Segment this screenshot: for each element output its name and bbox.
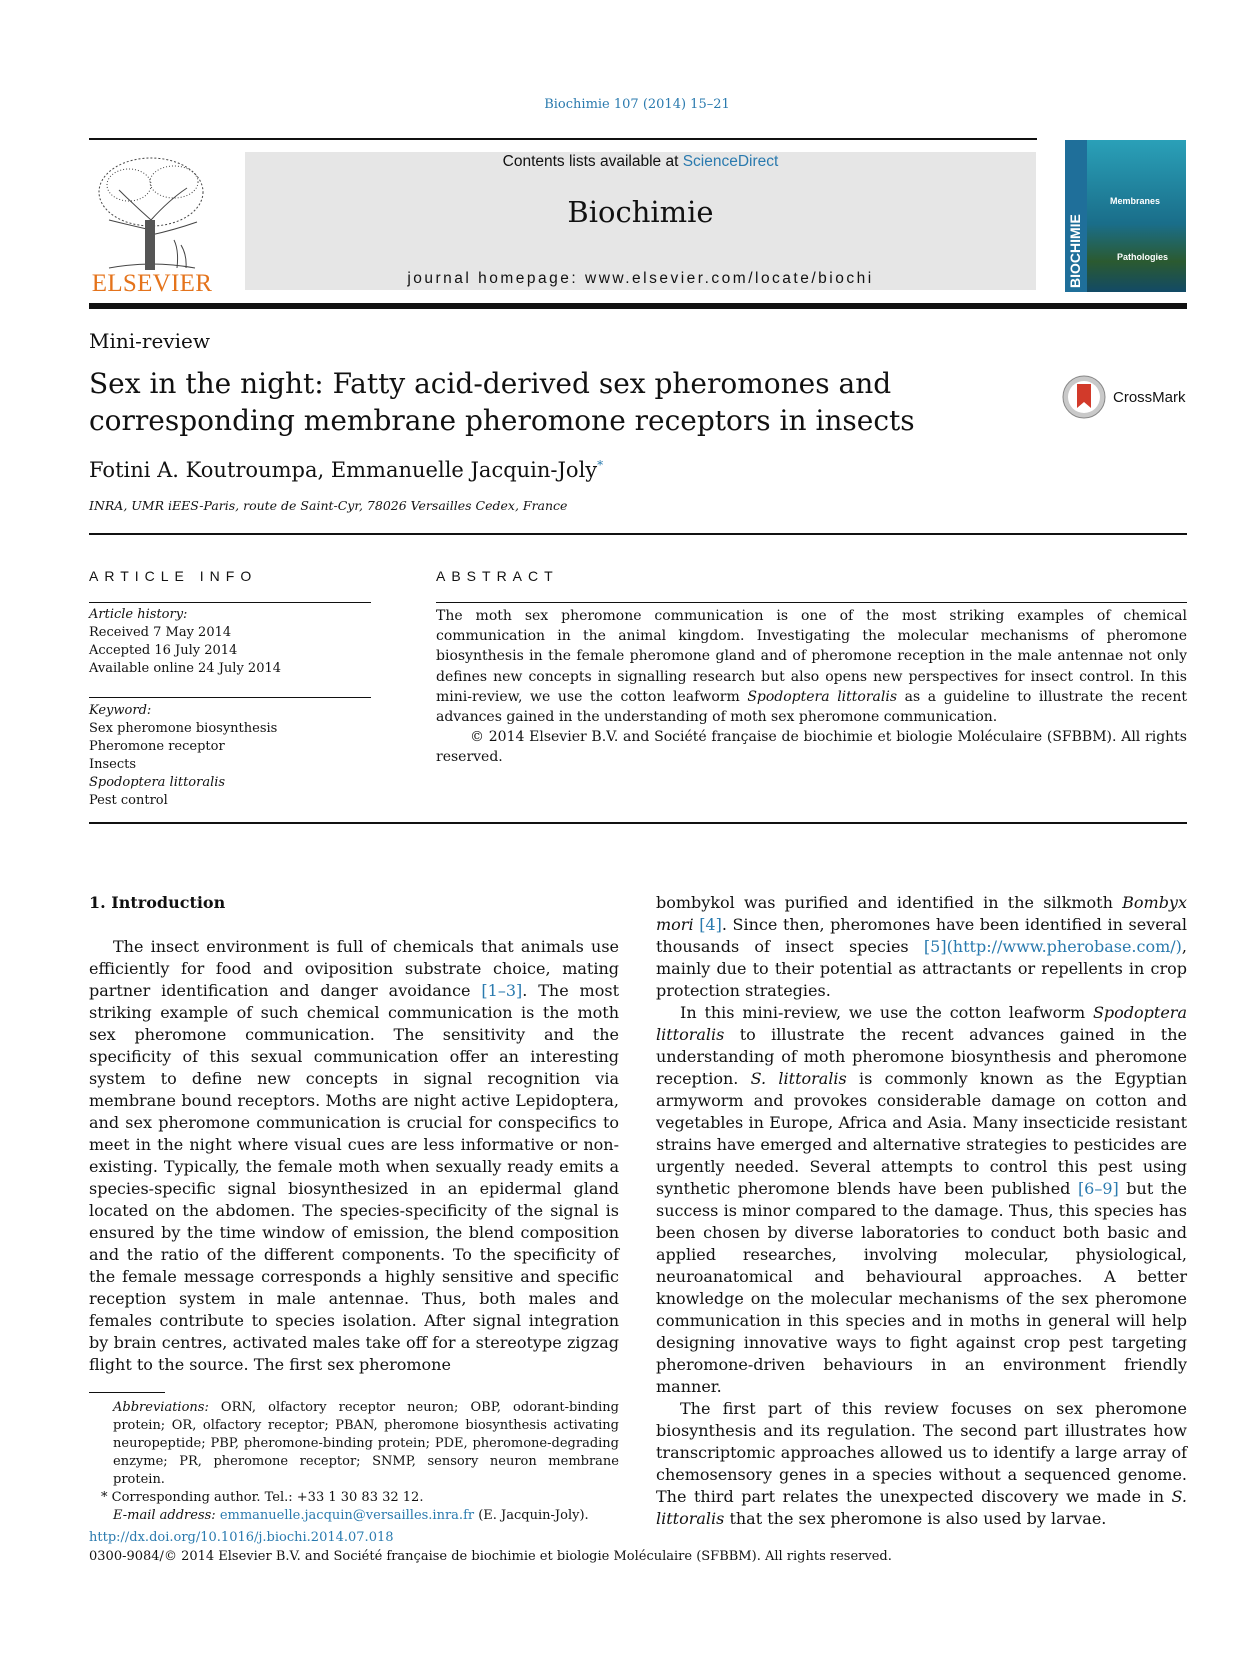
article-info-rule bbox=[89, 602, 371, 603]
keyword-item: Sex pheromone biosynthesis bbox=[89, 721, 278, 736]
keyword-item: Pest control bbox=[89, 793, 168, 808]
abstract-heading: ABSTRACT bbox=[436, 568, 559, 584]
abstract-paragraph bbox=[436, 606, 1187, 727]
crossmark-label[interactable]: CrossMark bbox=[1113, 389, 1186, 406]
keyword-item: Insects bbox=[89, 757, 137, 772]
body-rule bbox=[89, 822, 1187, 824]
received-date: Received 7 May 2014 bbox=[89, 625, 232, 640]
cover-text-membranes: Membranes bbox=[1110, 196, 1161, 206]
species-name: Spodoptera littoralis bbox=[656, 1003, 1187, 1044]
intro-text: . Since then, pheromones have been identified in several thousands of insect species bbox=[656, 915, 1188, 956]
crossmark-icon[interactable] bbox=[1061, 374, 1107, 420]
online-date: Available online 24 July 2014 bbox=[89, 661, 282, 676]
contents-prefix: Contents lists available at bbox=[502, 153, 683, 170]
body-column-left bbox=[89, 936, 619, 1376]
email-link[interactable]: emmanuelle.jacquin@versailles.inra.fr bbox=[219, 1508, 475, 1523]
publisher-logo-text: ELSEVIER bbox=[91, 270, 213, 297]
corresponding-author-mark[interactable]: * bbox=[597, 458, 604, 472]
header-rule bbox=[89, 138, 1037, 140]
author-list bbox=[89, 458, 603, 482]
abbreviations-footnote bbox=[89, 1399, 619, 1489]
intro-paragraph bbox=[656, 1002, 1187, 1398]
citation-link[interactable]: [4] bbox=[699, 915, 722, 934]
abstract-species: Spodoptera littoralis bbox=[747, 688, 898, 705]
species-name: S. littoralis bbox=[656, 1487, 1187, 1528]
journal-homepage[interactable]: journal homepage: www.elsevier.com/locate/biochi bbox=[407, 270, 874, 287]
citation-link[interactable]: [5] bbox=[923, 937, 947, 956]
species-name: Bombyx mori bbox=[656, 893, 1187, 934]
abstract-rule bbox=[436, 602, 1187, 603]
keyword-item: Pheromone receptor bbox=[89, 739, 225, 754]
affiliation: INRA, UMR iEES-Paris, route de Saint-Cyr, 78026 Versailles Cedex, France bbox=[89, 498, 568, 513]
contents-available bbox=[245, 153, 1036, 171]
section-heading-introduction: 1. Introduction bbox=[89, 893, 226, 912]
pherobase-link[interactable]: (http://www.pherobase.com/) bbox=[946, 937, 1182, 956]
abbreviations-label: Abbreviations: bbox=[113, 1400, 209, 1415]
email-footnote bbox=[89, 1507, 619, 1525]
article-history bbox=[89, 606, 281, 678]
title-line-2: corresponding membrane pheromone receptors in insects bbox=[89, 404, 915, 437]
cover-journal-name: BIOCHIMIE bbox=[1067, 214, 1083, 288]
intro-text: The first part of this review focuses on sex pheromone biosynthesis and its regulation. The second part illustrates how transcriptomic approaches allowed us to identify a large array of chemosensory genes in a species without a sequenced genome. The third part relates the unexpected discovery we made in bbox=[656, 1399, 1187, 1506]
intro-text: , mainly due to their potential as attractants or repellents in crop protection strategies. bbox=[656, 937, 1187, 1000]
footnote-rule bbox=[89, 1392, 165, 1393]
header-thick-rule bbox=[89, 303, 1187, 309]
sciencedirect-link[interactable]: ScienceDirect bbox=[682, 153, 779, 170]
doi-link[interactable]: http://dx.doi.org/10.1016/j.biochi.2014.07.018 bbox=[89, 1530, 394, 1545]
keyword-rule bbox=[89, 697, 371, 698]
abstract-text-b: as a guideline to illustrate the recent advances gained in the understanding of moth sex pheromone communication. bbox=[436, 688, 1187, 726]
abbreviations-text: ORN, olfactory receptor neuron; OBP, odorant-binding protein; OR, olfactory receptor; PBAN, pheromone biosynthesis activating neuropeptide; PBP, pheromone-binding protein; PDE, pheromone-degrading enzyme; PR, pheromone receptor; SNMP, sensory neuron membrane protein. bbox=[113, 1400, 619, 1487]
intro-text: that the sex pheromone is also used by larvae. bbox=[724, 1509, 1107, 1528]
species-name: S. littoralis bbox=[750, 1069, 847, 1088]
keyword-label: Keyword: bbox=[89, 703, 152, 718]
article-info-heading: ARTICLE INFO bbox=[89, 568, 258, 584]
keyword-item: Spodoptera littoralis bbox=[89, 775, 226, 790]
abstract-text bbox=[436, 606, 1187, 768]
body-column-right bbox=[656, 892, 1187, 1530]
info-rule bbox=[89, 533, 1187, 535]
cover-text-pathologies: Pathologies bbox=[1117, 252, 1169, 262]
intro-paragraph bbox=[656, 1398, 1187, 1530]
authors-text: Fotini A. Koutroumpa, Emmanuelle Jacquin-Joly bbox=[89, 458, 598, 482]
history-label: Article history: bbox=[89, 607, 188, 622]
footnotes bbox=[89, 1399, 619, 1525]
intro-paragraph bbox=[656, 892, 1187, 1002]
article-title bbox=[89, 365, 989, 439]
accepted-date: Accepted 16 July 2014 bbox=[89, 643, 238, 658]
issn-copyright: 0300-9084/© 2014 Elsevier B.V. and Société française de biochimie et biologie Moléculaire (SFBBM). All rights reserved. bbox=[89, 1549, 892, 1564]
intro-text: is commonly known as the Egyptian armyworm and provokes considerable damage on cotton and vegetables in Europe, Africa and Asia. Many insecticide resistant strains have emerged and alternative strategies to pesticides are urgently needed. Several attempts to control this pest using synthetic pheromone blends have been published bbox=[656, 1069, 1187, 1198]
intro-text: The insect environment is full of chemicals that animals use efficiently for food and oviposition substrate choice, mating partner identification and danger avoidance bbox=[89, 937, 619, 1000]
journal-reference-link[interactable]: Biochimie 107 (2014) 15–21 bbox=[544, 97, 730, 112]
keyword-list bbox=[89, 702, 277, 810]
intro-text: bombykol was purified and identified in the silkmoth bbox=[656, 893, 1123, 912]
email-suffix: (E. Jacquin-Joly). bbox=[474, 1508, 589, 1523]
abstract-text-a: The moth sex pheromone communication is one of the most striking examples of chemical communication in the animal kingdom. Investigating the molecular mechanisms of pheromone biosynthesis in the female pheromone gland and of pheromone reception in the male antennae not only defines new concepts in signalling research but also opens new perspectives for insect control. In this mini-review, we use the cotton leafworm bbox=[436, 608, 1187, 705]
intro-paragraph bbox=[89, 936, 619, 1376]
article-type: Mini-review bbox=[89, 329, 210, 353]
title-line-1: Sex in the night: Fatty acid-derived sex pheromones and bbox=[89, 367, 892, 400]
citation-link[interactable]: [1–3] bbox=[481, 981, 523, 1000]
intro-text: to illustrate the recent advances gained in the understanding of moth pheromone biosynthesis and pheromone reception. bbox=[656, 1025, 1187, 1088]
journal-cover-image bbox=[1065, 140, 1186, 292]
abstract-copyright: © 2014 Elsevier B.V. and Société française de biochimie et biologie Moléculaire (SFBBM). All rights reserved. bbox=[436, 729, 1187, 766]
citation-link[interactable]: [6–9] bbox=[1077, 1179, 1119, 1198]
intro-text: but the success is minor compared to the damage. Thus, this species has been chosen by diverse laboratories to conduct both basic and applied researches, involving molecular, physiological, neuroanatomical and behavioural approaches. A better knowledge on the molecular mechanisms of the sex pheromone communication in this species and in moths in general will help designing innovative ways to fight against crop pest targeting pheromone-driven behaviours in an environment friendly manner. bbox=[656, 1179, 1187, 1396]
intro-text: In this mini-review, we use the cotton leafworm bbox=[680, 1003, 1093, 1022]
journal-title: Biochimie bbox=[567, 195, 714, 229]
corresponding-footnote: * Corresponding author. Tel.: +33 1 30 83 32 12. bbox=[101, 1490, 424, 1505]
intro-text: . The most striking example of such chemical communication is the moth sex pheromone communication. The sensitivity and the specificity of this sexual communication offer an interesting system to define new concepts in signal recognition via membrane bound receptors. Moths are night active Lepidoptera, and sex pheromone communication is crucial for conspecifics to meet in the night where visual cues are less informative or non-existing. Typically, the female moth when sexually ready emits a species-specific signal biosynthesized in an epidermal gland located on the abdomen. The species-specificity of the signal is ensured by the time window of emission, the blend composition and the ratio of the different components. To the specificity of the female message corresponds a highly sensitive and specific reception system in male antennae. Thus, both males and females contribute to species isolation. After signal integration by brain centres, activated males take off for a stereotype zigzag flight to the source. The first sex pheromone bbox=[89, 981, 619, 1374]
email-label: E-mail address: bbox=[113, 1508, 216, 1523]
